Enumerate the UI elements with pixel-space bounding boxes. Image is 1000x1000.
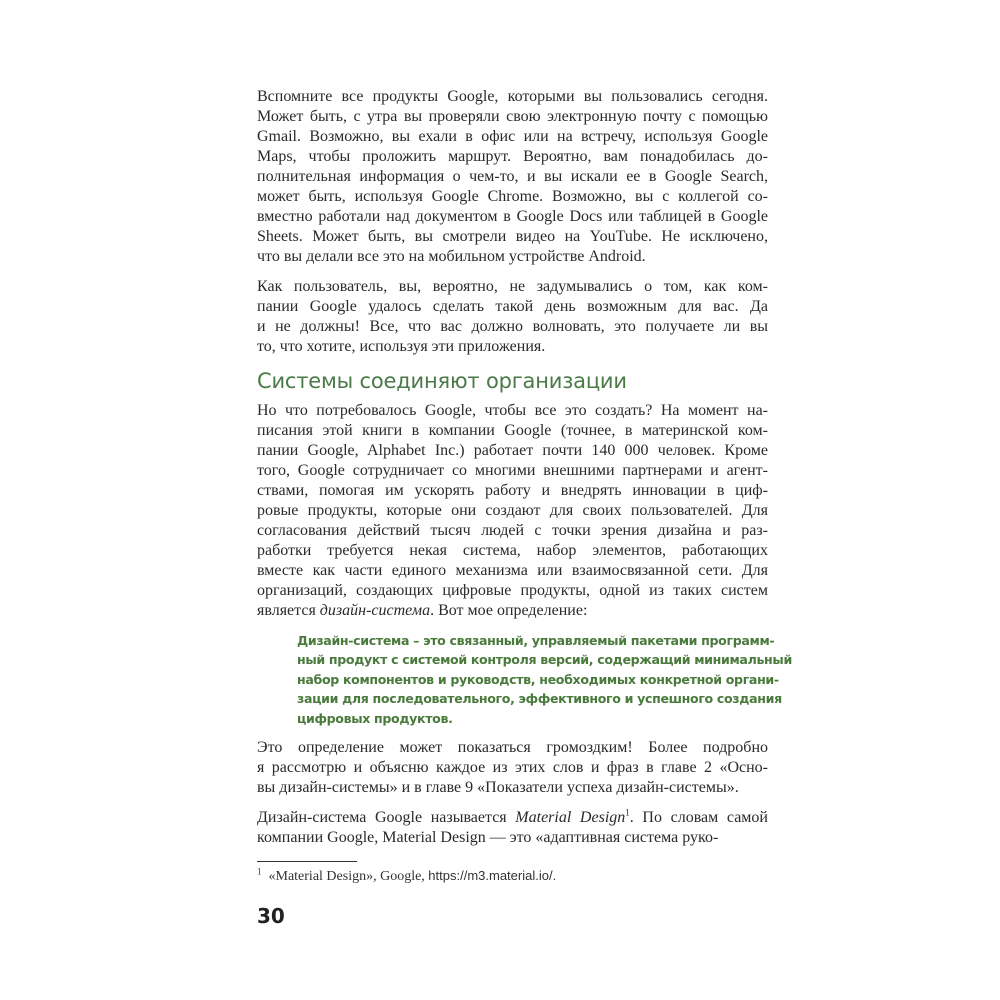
- text-line: может быть, используя Google Chrome. Возможно, вы с коллегой со-: [257, 188, 768, 205]
- italic-term: Material Design: [515, 808, 626, 826]
- page-body: [257, 87, 792, 848]
- text-line: набор компонентов и руководств, необходимых конкретной органи-: [297, 671, 779, 687]
- text-line: что вы делали все это на мобильном устройстве Android.: [257, 248, 646, 265]
- text-line: Может быть, с утра вы проверяли свою электронную почту с помощью: [257, 108, 768, 125]
- text-segment: . Вот мое определение:: [430, 602, 588, 619]
- text-line: [257, 601, 768, 621]
- italic-term: дизайн-система: [319, 602, 431, 619]
- footnote-divider: [257, 861, 357, 862]
- text-line: Дизайн-система – это связанный, управляемый пакетами программ-: [297, 633, 775, 648]
- text-line: зации для последовательного, эффективного и успешного создания: [297, 691, 782, 707]
- text-segment: Дизайн-система Google называется: [257, 808, 516, 826]
- paragraph: [257, 401, 768, 621]
- footnote-link[interactable]: https://m3.material.io/.: [428, 868, 557, 883]
- footnote-ref: 1: [625, 807, 630, 818]
- text-line: Maps, чтобы проложить маршрут. Вероятно, вам понадобилась до-: [257, 148, 768, 165]
- section-heading: Системы соединяют организации: [257, 369, 627, 393]
- paragraph: [257, 808, 768, 848]
- text-line: то, что хотите, используя эти приложения.: [257, 338, 546, 355]
- text-line: того, Google сотрудничает со многими внешними партнерами и агент-: [257, 462, 768, 479]
- text-line: вместе как части единого механизма или взаимосвязанной сети. Для: [257, 562, 768, 579]
- text-line: вы дизайн-системы» и в главе 9 «Показатели успеха дизайн-системы».: [257, 778, 739, 796]
- page-number: 30: [257, 904, 285, 928]
- text-line: организаций, создающих цифровые продукты, одной из таких систем: [257, 582, 768, 599]
- footnote: [257, 867, 556, 885]
- text-line: Sheets. Может быть, вы смотрели видео на YouTube. Не исключено,: [257, 228, 768, 245]
- text-line: Это определение может показаться громоздким! Более подробно: [257, 738, 768, 756]
- paragraph: [257, 738, 768, 798]
- text-line: полнительная информация о чем-то, и вы искали ее в Google Search,: [257, 168, 768, 185]
- text-line: писания этой книги в компании Google (точнее, в материнской ком-: [257, 422, 768, 439]
- text-line: [257, 808, 768, 828]
- text-line: ствами, помогая им ускорять работу и внедрять инновации в циф-: [257, 482, 768, 499]
- footnote-text: «Material Design», Google,: [268, 869, 429, 884]
- text-line: ровые продукты, которые они создают для своих пользователей. Для: [257, 502, 768, 519]
- text-line: я рассмотрю и объясню каждое из этих слов и фраз в главе 2 «Осно-: [257, 758, 768, 776]
- text-line: вместно работали над документом в Google Docs или таблицей в Google: [257, 208, 768, 225]
- text-line: Gmail. Возможно, вы ехали в офис или на встречу, используя Google: [257, 128, 768, 145]
- text-line: Вспомните все продукты Google, которыми вы пользовались сегодня.: [257, 88, 768, 105]
- text-segment: . По словам самой: [629, 808, 768, 826]
- text-line: компании Google, Material Design — это «адаптивная система руко-: [257, 828, 719, 846]
- text-line: и не должны! Все, что вас должно волновать, это получаете ли вы: [257, 318, 768, 335]
- definition-quote: [297, 631, 792, 728]
- text-line: Как пользователь, вы, вероятно, не задумывались о том, как ком-: [257, 278, 768, 295]
- text-line: согласования действий тысяч людей с точки зрения дизайна и раз-: [257, 522, 768, 539]
- book-page: [257, 0, 792, 1000]
- text-line: цифровых продуктов.: [297, 710, 453, 726]
- text-line: пании Google, Alphabet Inc.) работает почти 140 000 человек. Кроме: [257, 442, 768, 459]
- text-line: пании Google удалось сделать такой день возможным для вас. Да: [257, 298, 768, 315]
- paragraph: [257, 277, 768, 357]
- text-line: Но что потребовалось Google, чтобы все это создать? На момент на-: [257, 402, 768, 419]
- text-segment: является: [257, 602, 320, 619]
- text-line: ный продукт с системой контроля версий, содержащий минимальный: [297, 652, 792, 668]
- footnote-number: 1: [257, 866, 262, 877]
- text-line: работки требуется некая система, набор элементов, работающих: [257, 542, 768, 559]
- paragraph: [257, 87, 768, 267]
